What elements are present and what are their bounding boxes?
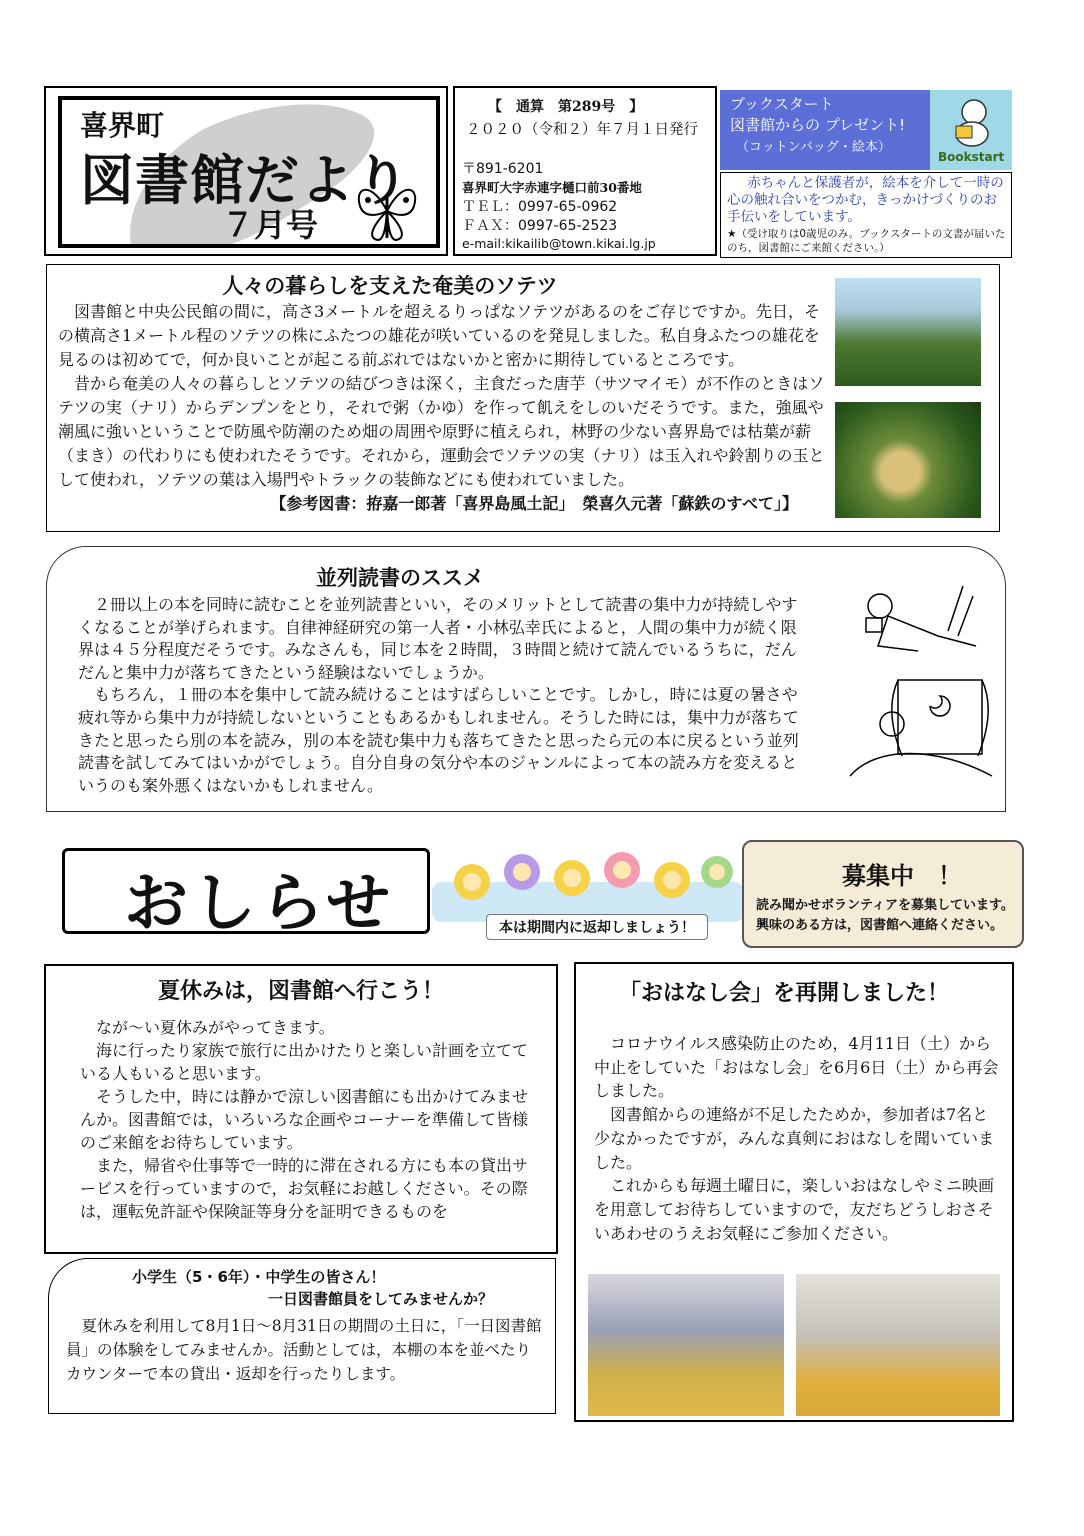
heiretsu-paragraph-2: もちろん，１冊の本を集中して読み続けることはすばらしいことです。しかし，時には夏の暑さや疲れ等から集中力が持続しないということもあるかもしれません。そうした時には，集中力が落ちてきたと思ったら別の本を読み，別の本を読む集中力も落ちてきたと思ったら元の本に戻るという並列読書を試してみてはいかがでしょう。自分自身の気分や本のジャンルによって本の読み方を変えるというのも案外悪くはないかもしれません。	[78, 685, 799, 795]
heiretsu-title: 並列読書のススメ	[316, 566, 484, 590]
students-body: 夏休みを利用して8月1日～8月31日の期間の土日に，「一日図書館員」の体験をしてみませんか。活動としては，本棚の本を並べたりカウンターで本の貸出・返却を行ったりします。	[66, 1317, 542, 1383]
masthead-title: 図書館だより	[80, 149, 410, 212]
bookstart-line1: ブックスタート	[730, 95, 834, 113]
reading-bear-icon	[930, 90, 1012, 150]
email[interactable]: e-mail:kikailib@town.kikai.lg.jp	[462, 236, 656, 251]
sotetsu-reference: 【参考図書：拵嘉一郎著「喜界島風土記」 榮喜久元著「蘇鉄のすべて」】	[270, 494, 798, 513]
sotetsu-paragraph-2: 昔から奄美の人々の暮らしとソテツの結びつきは深く，主食だった唐芋（サツマイモ）が不作のときはソテツの実（ナリ）からデンプンをとり，それで粥（かゆ）を作って飢えをしのいだそうです。また，強風や潮風に強いということで防風や防潮のため畑の周囲や原野に植えられ，林野の少ない喜界島では枯葉が薪（まき）の代わりにも使われたそうです。それから，運動会でソテツの実（ナリ）は玉入れや鈴割りの玉として使われ，ソテツの葉は入場門やトラックの装飾などにも使われていました。	[58, 374, 825, 489]
ohanashi-title: 「おはなし会」を再開しました！	[618, 981, 949, 1006]
bookstart-line2: 図書館からの プレゼント!	[730, 116, 906, 134]
return-reminder: 本は期間内に返却しましょう！	[486, 914, 708, 940]
ohanashi-paragraph-1: コロナウイルス感染防止のため，4月11日（土）から中止をしていた「おはなし会」を6月6日（土）から再会しました。	[594, 1034, 999, 1101]
ohanashi-paragraph-2: 図書館からの連絡が不足したためか，参加者は7名と少なかったですが，みんな真剣におはなしを聞いていました。	[594, 1105, 995, 1172]
bookstart-desc: 赤ちゃんと保護者が，絵本を介して一時の心の触れ合いをつかむ，きっかけづくりのお手伝いをしています。	[727, 175, 1004, 225]
issue-number: 【 通算 第289号 】	[488, 99, 644, 115]
bookstart-header	[720, 90, 930, 170]
ohanashi-body	[594, 1032, 1002, 1245]
recruit-line-1: 読み聞かせボランティアを募集しています。	[756, 898, 1014, 913]
ohanashi-room-photo	[588, 1274, 784, 1416]
sotetsu-body	[58, 300, 828, 516]
issue-date: ２０２０（令和２）年７月１日発行	[466, 122, 698, 138]
students-heading-2: 一日図書館員をしてみませんか？	[268, 1290, 494, 1308]
bookstart-logo-label: Bookstart	[938, 150, 1005, 164]
summer-paragraph-3: そうした中，時には静かで涼しい図書館にも出かけてみませんか。図書館では，いろいろな企画やコーナーを準備して皆様のご来館をお待ちしています。	[80, 1087, 529, 1152]
sotetsu-flower-photo	[835, 402, 981, 518]
ohanashi-storytelling-photo	[796, 1274, 1000, 1416]
reading-girl-illustration-icon	[858, 576, 980, 666]
bookstart-logo	[930, 90, 1012, 170]
summer-title: 夏休みは，図書館へ行こう！	[157, 979, 444, 1004]
bookstart-line3: （コットンバッグ・絵本）	[736, 140, 891, 155]
sotetsu-title: 人々の暮らしを支えた奄美のソテツ	[222, 274, 558, 298]
sotetsu-tree-photo	[835, 278, 981, 386]
bookstart-note: ★（受け取りは0歳児のみ。ブックスタートの文書が届いたのち，図書館にご来館ください。）	[727, 228, 1006, 254]
summer-paragraph-1: なが～い夏休みがやってきます。	[96, 1018, 335, 1037]
masthead-month: ７月号	[222, 206, 319, 244]
recruit-line-2: 興味のある方は，図書館へ連絡ください。	[756, 918, 1004, 933]
summer-paragraph-4: また，帰省や仕事等で一時的に滞在される方にも本の貸出サービスを行っていますので，お気軽にお越しください。その際は，運転免許証や保険証等身分を証明できるものを	[80, 1156, 529, 1221]
reading-bed-illustration-icon	[846, 676, 994, 786]
recruit-title: 募集中 ！	[842, 862, 962, 890]
heiretsu-body	[78, 594, 800, 797]
tel: ＴＥＬ：0997-65-0962	[462, 199, 618, 215]
heiretsu-paragraph-1: ２冊以上の本を同時に読むことを並列読書といい，そのメリットとして読書の集中力が持続しやすくなることが挙げられます。自律神経研究の第一人者・小林弘幸氏によると，人間の集中力が続く限界は４５分程度だそうです。みなさんも，同じ本を２時間，３時間と続けて読んでいるうちに，だんだんと集中力が落ちてきたという経験はないでしょうか。	[78, 595, 798, 682]
students-heading-1: 小学生（5・6年）・中学生の皆さん！	[132, 1268, 386, 1286]
sotetsu-paragraph-1: 図書館と中央公民館の間に，高さ3メートルを超えるりっぱなソテツがあるのをご存じですか。先日，その横高さ1メートル程のソテツの株にふたつの雄花が咲いているのを発見しました。私自身ふたつの雄花を見るのは初めてで，何か良いことが起こる前ぶれではないかと密かに期待しているところです。	[58, 302, 821, 369]
address: 喜界町大字赤連字樋口前30番地	[462, 180, 642, 195]
bookstart-description-box	[720, 172, 1012, 258]
fax: ＦＡＸ：0997-65-2523	[462, 218, 618, 234]
ohanashi-paragraph-3: これからも毎週土曜日に，楽しいおはなしやミニ映画を用意してお待ちしていますので，友だちどうしおさそいあわせのうえお気軽にご参加ください。	[594, 1176, 995, 1243]
summer-body	[80, 1016, 536, 1223]
oshirase-banner-text: おしらせ	[124, 867, 395, 941]
summer-paragraph-2: 海に行ったり家族で旅行に出かけたりと楽しい計画を立てている人もいると思います。	[80, 1041, 529, 1083]
masthead-town: 喜界町	[80, 109, 165, 142]
postal-code: 〒891-6201	[462, 161, 544, 177]
